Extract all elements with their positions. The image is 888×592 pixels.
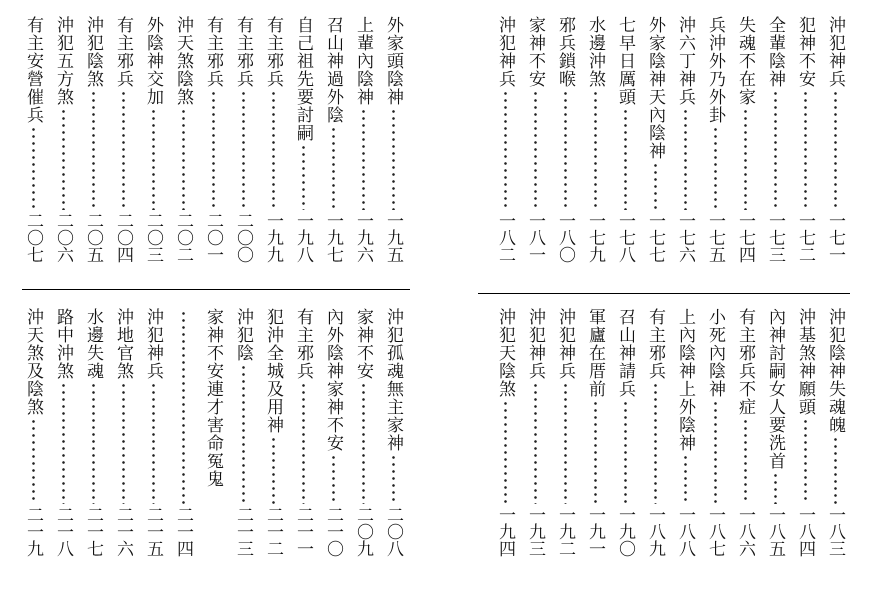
page-number: 二一五 [143, 506, 163, 557]
entry-title: 有主邪兵 [263, 16, 283, 88]
dot-leader [62, 382, 65, 504]
entry-title: 有主邪兵 [233, 16, 253, 88]
toc-entry[interactable] [18, 308, 48, 574]
page-number: 一七二 [795, 212, 815, 263]
page-number: 一九五 [383, 212, 403, 263]
dot-leader [594, 90, 597, 210]
page-number: 二〇六 [53, 212, 73, 263]
dot-leader [654, 382, 657, 504]
toc-entry[interactable] [228, 308, 258, 574]
toc-entry[interactable] [108, 16, 138, 280]
page-number: 一八三 [825, 506, 845, 557]
toc-entry[interactable] [550, 308, 580, 574]
entry-title: 召山神過外陰 [323, 16, 343, 124]
page-number: 一九一 [585, 506, 605, 557]
entry-title: 水邊失魂 [83, 308, 103, 380]
dot-leader [152, 382, 155, 504]
dot-leader [564, 90, 567, 210]
entry-title: 沖犯神兵 [495, 16, 515, 88]
toc-entry[interactable] [820, 308, 850, 574]
toc-entry[interactable] [318, 16, 348, 280]
dot-leader [504, 90, 507, 210]
dot-leader [834, 436, 837, 504]
page-number: 二一七 [83, 506, 103, 557]
toc-entry[interactable] [78, 16, 108, 280]
entry-title: 犯沖全城及用神 [263, 308, 283, 434]
dot-leader [332, 126, 335, 210]
entry-title: 上內陰神上外陰神 [675, 308, 695, 452]
entry-title: 沖天煞陰煞 [173, 16, 193, 106]
entry-title: 沖地官煞 [113, 308, 133, 380]
entry-title: 路中沖煞 [53, 308, 73, 380]
entry-title: 沖犯陰煞 [83, 16, 103, 88]
toc-entry[interactable] [48, 308, 78, 574]
entry-title: 有主邪兵 [645, 308, 665, 380]
entry-title: 沖犯神兵 [525, 308, 545, 380]
toc-entry[interactable] [168, 16, 198, 280]
entry-title: 沖犯神兵 [143, 308, 163, 380]
entry-title: 軍廬在厝前 [585, 308, 605, 398]
toc-entry[interactable] [138, 16, 168, 280]
dot-leader [332, 454, 335, 504]
entry-title: 有主邪兵 [203, 16, 223, 88]
left-divider-rule [22, 289, 410, 290]
entry-title: 邪兵鎖喉 [555, 16, 575, 88]
page-number: 一九九 [263, 212, 283, 263]
entry-title: 有主安營催兵 [23, 16, 43, 124]
page-number: 二一九 [23, 506, 43, 557]
dot-leader [302, 382, 305, 504]
page-number: 一七七 [645, 212, 665, 263]
dot-leader [654, 162, 657, 210]
toc-entry[interactable] [490, 308, 520, 574]
entry-title: 沖犯神兵 [825, 16, 845, 88]
toc-entry[interactable] [198, 16, 228, 280]
toc-entry[interactable] [730, 308, 760, 574]
toc-entry[interactable] [520, 16, 550, 280]
toc-entry[interactable] [790, 16, 820, 280]
entry-title: 沖犯陰 [233, 308, 253, 362]
entry-title: 外陰神交加 [143, 16, 163, 106]
dot-leader [774, 90, 777, 210]
dot-leader [834, 90, 837, 210]
dot-leader [32, 418, 35, 504]
dot-leader [534, 90, 537, 210]
dot-leader [362, 108, 365, 210]
page-number: 一八八 [675, 506, 695, 557]
right-divider-rule [478, 293, 850, 294]
entry-title: 兵沖外乃外卦 [705, 16, 725, 124]
toc-entry[interactable] [348, 16, 378, 280]
dot-leader [714, 126, 717, 210]
page-number: 二〇〇 [233, 212, 253, 263]
dot-leader [594, 400, 597, 504]
toc-entry[interactable] [348, 308, 378, 574]
toc-entry-no-leader[interactable] [198, 308, 228, 574]
entry-title: 沖犯天陰煞 [495, 308, 515, 398]
dot-leader [714, 400, 717, 504]
toc-entry[interactable] [78, 308, 108, 574]
entry-title: 召山神請兵 [615, 308, 635, 398]
toc-entry[interactable] [138, 308, 168, 574]
toc-entry[interactable] [48, 16, 78, 280]
page-number: 二一一 [293, 506, 313, 557]
toc-entry[interactable] [228, 16, 258, 280]
toc-entry[interactable] [318, 308, 348, 574]
toc-entry[interactable] [258, 16, 288, 280]
dot-leader [272, 436, 275, 504]
toc-entry[interactable] [820, 16, 850, 280]
page-number: 二〇七 [23, 212, 43, 263]
page-number: 一九七 [323, 212, 343, 263]
entry-title: 犯神不安 [795, 16, 815, 88]
dot-leader [242, 90, 245, 210]
toc-entry[interactable] [288, 308, 318, 574]
dot-leader [182, 310, 185, 504]
entry-title: 沖基煞神願頭 [795, 308, 815, 416]
dot-leader [774, 472, 777, 504]
page-number: 一八一 [525, 212, 545, 263]
toc-entry[interactable] [640, 16, 670, 280]
entry-title: 有主邪兵 [113, 16, 133, 88]
toc-entry[interactable] [490, 16, 520, 280]
entry-title: 沖犯五方煞 [53, 16, 73, 106]
toc-entry-continuation[interactable] [168, 308, 198, 574]
entry-title: 有主邪兵 [293, 308, 313, 380]
toc-entry[interactable] [730, 16, 760, 280]
page-number: 二〇五 [83, 212, 103, 263]
dot-leader [504, 400, 507, 504]
toc-top-left [18, 16, 408, 280]
toc-entry[interactable] [670, 16, 700, 280]
page-number: 一七九 [585, 212, 605, 263]
entry-title: 水邊沖煞 [585, 16, 605, 88]
entry-title: 家神不安連才害命冤鬼 [203, 308, 223, 488]
dot-leader [684, 108, 687, 210]
dot-leader [362, 382, 365, 504]
page-number: 二一六 [113, 506, 133, 557]
dot-leader [564, 382, 567, 504]
dot-leader [122, 90, 125, 210]
entry-title: 沖天煞及陰煞 [23, 308, 43, 416]
entry-title: 有主邪兵不症 [735, 308, 755, 416]
toc-entry[interactable] [700, 16, 730, 280]
entry-title: 內神討嗣女人要洗首 [765, 308, 785, 470]
entry-title: 沖犯神兵 [555, 308, 575, 380]
toc-entry[interactable] [550, 16, 580, 280]
dot-leader [92, 382, 95, 504]
dot-leader [302, 144, 305, 210]
entry-title: 全輩陰神 [765, 16, 785, 88]
toc-entry[interactable] [580, 308, 610, 574]
dot-leader [272, 90, 275, 210]
page-number: 一八六 [735, 506, 755, 557]
dot-leader [804, 418, 807, 504]
toc-entry[interactable] [610, 16, 640, 280]
page-number: 一八二 [495, 212, 515, 263]
dot-leader [242, 364, 245, 504]
page-number: 一八七 [705, 506, 725, 557]
toc-entry[interactable] [378, 16, 408, 280]
dot-leader [392, 108, 395, 210]
page-number: 一九六 [353, 212, 373, 263]
dot-leader [392, 454, 395, 504]
page-number: 一七四 [735, 212, 755, 263]
page-number: 二一二 [263, 506, 283, 557]
entry-title: 小死內陰神 [705, 308, 725, 398]
page-number: 一七八 [615, 212, 635, 263]
entry-title: 外家頭陰神 [383, 16, 403, 106]
dot-leader [62, 108, 65, 210]
toc-entry[interactable] [700, 308, 730, 574]
dot-leader [152, 108, 155, 210]
page-number: 二〇九 [353, 506, 373, 557]
page-number: 一八五 [765, 506, 785, 557]
toc-entry[interactable] [760, 308, 790, 574]
toc-entry[interactable] [760, 16, 790, 280]
toc-entry[interactable] [790, 308, 820, 574]
page-number: 二一〇 [323, 506, 343, 557]
toc-top-right [490, 16, 850, 280]
dot-leader [534, 382, 537, 504]
toc-entry[interactable] [18, 16, 48, 280]
page-number: 一八九 [645, 506, 665, 557]
entry-title: 自己祖先要討嗣 [293, 16, 313, 142]
page-number: 一九三 [525, 506, 545, 557]
dot-leader [624, 400, 627, 504]
page-number: 一七五 [705, 212, 725, 263]
entry-title: 失魂不在家 [735, 16, 755, 106]
dot-leader [744, 418, 747, 504]
page-number: 二〇一 [203, 212, 223, 263]
dot-leader [624, 108, 627, 210]
page-number: 二〇二 [173, 212, 193, 263]
toc-entry[interactable] [610, 308, 640, 574]
page-number: 一七六 [675, 212, 695, 263]
page-number: 一九四 [495, 506, 515, 557]
toc-entry[interactable] [378, 308, 408, 574]
entry-title: 內外陰神家神不安 [323, 308, 343, 452]
entry-title: 沖犯陰神失魂魄 [825, 308, 845, 434]
page-number: 一九〇 [615, 506, 635, 557]
toc-bottom-left [18, 308, 408, 574]
dot-leader [122, 382, 125, 504]
dot-leader [32, 126, 35, 210]
page-number: 二〇八 [383, 506, 403, 557]
toc-entry[interactable] [258, 308, 288, 574]
dot-leader [212, 90, 215, 210]
toc-entry[interactable] [108, 308, 138, 574]
page-number: 一八四 [795, 506, 815, 557]
page-number: 二〇四 [113, 212, 133, 263]
toc-entry[interactable] [670, 308, 700, 574]
dot-leader [182, 108, 185, 210]
page-number: 二一三 [233, 506, 253, 557]
toc-entry[interactable] [580, 16, 610, 280]
page-number: 二〇三 [143, 212, 163, 263]
entry-title: 家神不安 [525, 16, 545, 88]
page-number: 一七一 [825, 212, 845, 263]
dot-leader [684, 454, 687, 504]
toc-entry[interactable] [640, 308, 670, 574]
toc-bottom-right [490, 308, 850, 574]
entry-title: 家神不安 [353, 308, 373, 380]
entry-title: 沖犯孤魂無主家神 [383, 308, 403, 452]
toc-entry[interactable] [288, 16, 318, 280]
page-number: 一七三 [765, 212, 785, 263]
entry-title: 上輩內陰神 [353, 16, 373, 106]
entry-title: 七早日厲頭 [615, 16, 635, 106]
page-number: 一八〇 [555, 212, 575, 263]
page-number: 一九八 [293, 212, 313, 263]
toc-entry[interactable] [520, 308, 550, 574]
page-number: 二一八 [53, 506, 73, 557]
page-number: 二一四 [173, 506, 193, 557]
dot-leader [92, 90, 95, 210]
entry-title: 沖六丁神兵 [675, 16, 695, 106]
dot-leader [744, 108, 747, 210]
entry-title: 外家陰神天內陰神 [645, 16, 665, 160]
dot-leader [804, 90, 807, 210]
page-number: 一九二 [555, 506, 575, 557]
